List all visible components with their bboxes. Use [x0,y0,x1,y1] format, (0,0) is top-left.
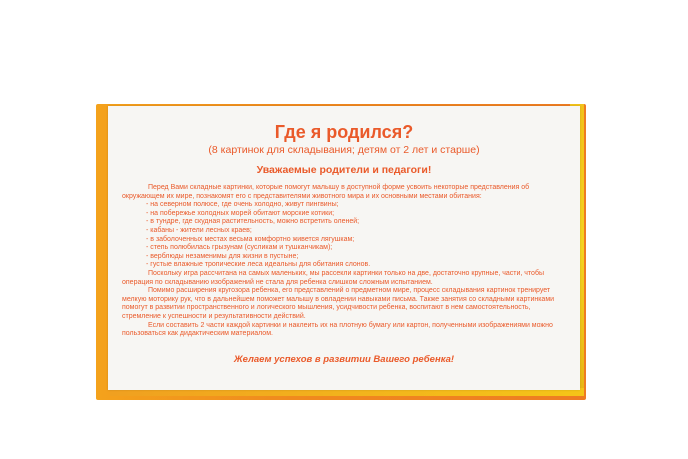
paragraph-2: Поскольку игра рассчитана на самых маленьких, мы рассекли картинки только на две, достаточно крупные, части, чтобы операция по складыванию изображений не стала для ребенка слишком сложным испытанием. [122,269,544,286]
list-item: - верблюды незаменимы для жизни в пустыне; [146,252,299,260]
list-item: - кабаны - жители лесных краев; [146,226,252,234]
body-text [122,184,566,339]
intro-paragraph: Перед Вами складные картинки, которые помогут малышу в доступной форме усвоить некоторые представления об окружающем их мире, познакомят его с представителями животного мира и их основными местами обитания: [122,184,530,200]
card-subtitle: (8 картинок для складывания; детям от 2 лет и старше) [208,144,480,156]
list-item: - на побережье холодных морей обитают морские котики; [146,209,335,217]
list-item: - в заболоченных местах весьма комфортно живется лягушкам; [146,235,355,243]
instruction-card [108,106,580,390]
list-item: - степь полюбилась грызунам (сусликам и тушканчикам); [146,244,333,252]
paragraph-4: Если составить 2 части каждой картинки и наклеить их на плотную бумагу или картон, полученными изображениями можно пользоваться как дидактическим материалом. [122,321,553,338]
card-title: Где я родился? [274,122,414,142]
closing-wish: Желаем успехов в развитии Вашего ребенка! [233,354,455,365]
list-item: - в тундре, где скудная растительность, можно встретить оленей; [146,218,360,226]
paragraph-3: Помимо расширения кругозора ребенка, его представлений о предметном мире, процесс складывания картинок тренирует мелкую моторику рук, что в дальнейшем поможет малышу в овладении навыками письма. Также занятия со складными картинками помогут в развитии пространственного и логического мышления, усидчивости ребенка, воспитают в нем самостоятельность, стремление к успешности и результативности действий. [122,287,555,320]
list-item: - густые влажные тропические леса идеальны для обитания слонов. [146,261,371,269]
list-item: - на северном полюсе, где очень холодно, живут пингвины; [146,201,339,209]
greeting-heading: Уважаемые родители и педагоги! [256,164,432,176]
